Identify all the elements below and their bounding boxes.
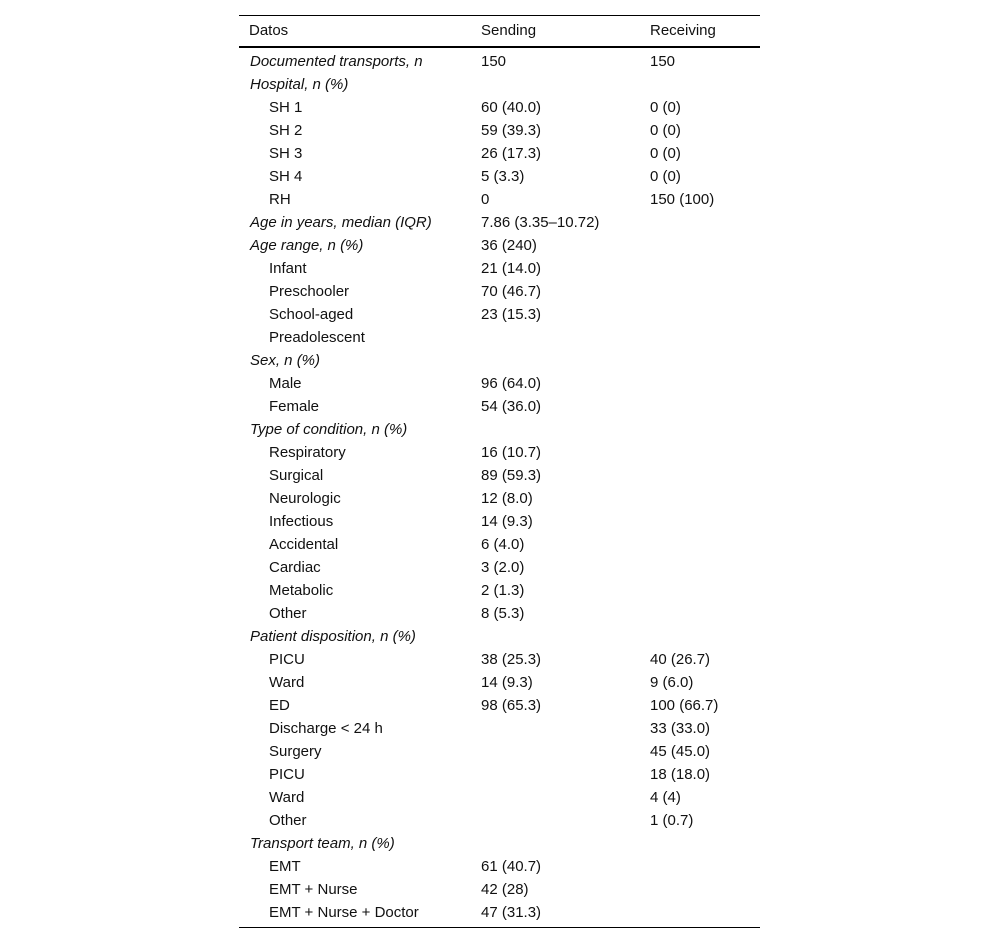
cell-receiving xyxy=(644,602,760,625)
cell-receiving: 0 (0) xyxy=(650,144,681,162)
cell-sending: 150 xyxy=(481,52,507,70)
cell-sending xyxy=(475,786,644,809)
row-label: Respiratory xyxy=(269,443,346,461)
table-row xyxy=(239,303,760,326)
table-row xyxy=(239,602,760,625)
cell-receiving xyxy=(644,533,760,556)
cell-sending: 14 (9.3) xyxy=(481,673,533,691)
row-group-label: Age range, n (%) xyxy=(250,236,364,254)
table-row xyxy=(239,625,760,648)
cell-receiving xyxy=(644,901,760,928)
row-label: SH 4 xyxy=(269,167,303,185)
cell-sending: 89 (59.3) xyxy=(481,466,542,484)
data-table xyxy=(239,15,760,928)
row-label: Metabolic xyxy=(269,581,334,599)
cell-receiving xyxy=(644,441,760,464)
cell-receiving xyxy=(644,326,760,349)
table-row xyxy=(239,855,760,878)
row-label: Infant xyxy=(269,259,307,277)
cell-receiving xyxy=(644,487,760,510)
row-label: SH 1 xyxy=(269,98,303,116)
header-receiving: Receiving xyxy=(644,16,760,47)
cell-receiving: 33 (33.0) xyxy=(650,719,711,737)
table-row xyxy=(239,96,760,119)
table-row xyxy=(239,73,760,96)
table-row xyxy=(239,694,760,717)
row-label: Infectious xyxy=(269,512,334,530)
row-label: Neurologic xyxy=(269,489,341,507)
table-row xyxy=(239,349,760,372)
cell-receiving: 150 (100) xyxy=(650,190,715,208)
cell-sending: 26 (17.3) xyxy=(481,144,542,162)
cell-receiving: 45 (45.0) xyxy=(650,742,711,760)
row-group-label: Transport team, n (%) xyxy=(250,834,395,852)
cell-receiving xyxy=(644,625,760,648)
cell-sending xyxy=(475,73,644,96)
cell-receiving xyxy=(644,510,760,533)
row-label: PICU xyxy=(269,650,305,668)
cell-sending: 98 (65.3) xyxy=(481,696,542,714)
cell-receiving: 0 (0) xyxy=(650,98,681,116)
cell-sending: 8 (5.3) xyxy=(481,604,525,622)
row-label: Cardiac xyxy=(269,558,321,576)
cell-receiving xyxy=(644,395,760,418)
cell-receiving xyxy=(644,878,760,901)
cell-receiving xyxy=(644,280,760,303)
table-row xyxy=(239,809,760,832)
table-row xyxy=(239,257,760,280)
table-row xyxy=(239,533,760,556)
table-row xyxy=(239,740,760,763)
table-row xyxy=(239,510,760,533)
cell-sending: 21 (14.0) xyxy=(481,259,542,277)
row-label: SH 2 xyxy=(269,121,303,139)
cell-sending: 23 (15.3) xyxy=(481,305,542,323)
cell-sending xyxy=(475,832,644,855)
table-body xyxy=(239,47,760,928)
table-row xyxy=(239,556,760,579)
cell-receiving xyxy=(644,579,760,602)
table-row xyxy=(239,142,760,165)
cell-sending xyxy=(475,326,644,349)
table-row xyxy=(239,234,760,257)
cell-sending xyxy=(475,625,644,648)
row-label: School-aged xyxy=(269,305,354,323)
table-row xyxy=(239,280,760,303)
cell-sending: 60 (40.0) xyxy=(481,98,542,116)
cell-sending xyxy=(475,809,644,832)
table-row xyxy=(239,188,760,211)
table-row xyxy=(239,717,760,740)
row-group-label: Hospital, n (%) xyxy=(250,75,349,93)
cell-receiving: 4 (4) xyxy=(650,788,681,806)
row-label: Ward xyxy=(269,788,305,806)
table-row xyxy=(239,763,760,786)
cell-sending: 70 (46.7) xyxy=(481,282,542,300)
row-label: EMT + Nurse xyxy=(269,880,358,898)
row-label: Ward xyxy=(269,673,305,691)
table-row xyxy=(239,47,760,73)
cell-sending: 3 (2.0) xyxy=(481,558,525,576)
row-group-label: Type of condition, n (%) xyxy=(250,420,408,438)
cell-sending: 7.86 (3.35–10.72) xyxy=(481,213,600,231)
row-label: Preadolescent xyxy=(269,328,365,346)
cell-sending xyxy=(475,763,644,786)
table-row xyxy=(239,786,760,809)
cell-receiving xyxy=(644,418,760,441)
cell-sending: 16 (10.7) xyxy=(481,443,542,461)
cell-receiving: 150 xyxy=(650,52,676,70)
cell-sending: 14 (9.3) xyxy=(481,512,533,530)
table-row xyxy=(239,648,760,671)
header-row xyxy=(239,16,760,47)
cell-sending xyxy=(475,740,644,763)
table-row xyxy=(239,832,760,855)
cell-sending: 6 (4.0) xyxy=(481,535,525,553)
cell-receiving: 9 (6.0) xyxy=(650,673,694,691)
cell-receiving xyxy=(644,73,760,96)
cell-receiving: 18 (18.0) xyxy=(650,765,711,783)
cell-sending: 42 (28) xyxy=(481,880,529,898)
cell-sending xyxy=(475,418,644,441)
row-group-label: Documented transports, n xyxy=(250,52,423,70)
cell-sending: 0 xyxy=(481,190,490,208)
table-row xyxy=(239,372,760,395)
row-label: SH 3 xyxy=(269,144,303,162)
cell-receiving xyxy=(644,349,760,372)
table-row xyxy=(239,165,760,188)
row-label: PICU xyxy=(269,765,305,783)
cell-sending: 61 (40.7) xyxy=(481,857,542,875)
cell-receiving: 40 (26.7) xyxy=(650,650,711,668)
table-row xyxy=(239,418,760,441)
table-row xyxy=(239,119,760,142)
table-header xyxy=(239,16,760,47)
cell-receiving xyxy=(644,464,760,487)
table-row xyxy=(239,487,760,510)
cell-sending: 47 (31.3) xyxy=(475,901,644,928)
row-label: Other xyxy=(269,811,307,829)
row-label: Female xyxy=(269,397,320,415)
cell-receiving xyxy=(644,257,760,280)
header-datos: Datos xyxy=(239,16,475,47)
cell-sending: 12 (8.0) xyxy=(481,489,533,507)
row-group-label: Sex, n (%) xyxy=(250,351,321,369)
row-label: EMT xyxy=(269,857,301,875)
cell-sending xyxy=(475,717,644,740)
row-label: RH xyxy=(269,190,291,208)
table-row xyxy=(239,671,760,694)
row-label: Male xyxy=(269,374,302,392)
row-label: Discharge < 24 h xyxy=(269,719,383,737)
table-row xyxy=(239,901,760,928)
cell-sending: 59 (39.3) xyxy=(481,121,542,139)
cell-receiving: 0 (0) xyxy=(650,121,681,139)
table-row xyxy=(239,579,760,602)
table-row xyxy=(239,441,760,464)
cell-sending xyxy=(475,349,644,372)
data-table-container xyxy=(239,15,760,928)
cell-sending: 54 (36.0) xyxy=(481,397,542,415)
cell-sending: 2 (1.3) xyxy=(481,581,525,599)
row-label: EMT + Nurse + Doctor xyxy=(239,901,475,928)
table-row xyxy=(239,395,760,418)
row-label: Accidental xyxy=(269,535,339,553)
cell-receiving: 0 (0) xyxy=(650,167,681,185)
cell-receiving xyxy=(644,832,760,855)
row-label: Other xyxy=(269,604,307,622)
cell-receiving xyxy=(644,855,760,878)
cell-receiving xyxy=(644,234,760,257)
cell-receiving xyxy=(644,372,760,395)
row-label: Surgery xyxy=(269,742,322,760)
cell-receiving xyxy=(644,303,760,326)
cell-receiving xyxy=(644,211,760,234)
cell-sending: 38 (25.3) xyxy=(481,650,542,668)
row-group-label: Age in years, median (IQR) xyxy=(250,213,432,231)
cell-receiving xyxy=(644,556,760,579)
cell-sending: 36 (240) xyxy=(481,236,537,254)
cell-sending: 5 (3.3) xyxy=(481,167,525,185)
row-label: ED xyxy=(269,696,290,714)
cell-receiving: 100 (66.7) xyxy=(650,696,719,714)
row-label: Preschooler xyxy=(269,282,350,300)
row-label: Surgical xyxy=(269,466,324,484)
header-sending: Sending xyxy=(475,16,644,47)
table-row xyxy=(239,878,760,901)
cell-sending: 96 (64.0) xyxy=(481,374,542,392)
table-row xyxy=(239,326,760,349)
table-row xyxy=(239,211,760,234)
table-row xyxy=(239,464,760,487)
row-group-label: Patient disposition, n (%) xyxy=(250,627,416,645)
cell-receiving: 1 (0.7) xyxy=(650,811,694,829)
